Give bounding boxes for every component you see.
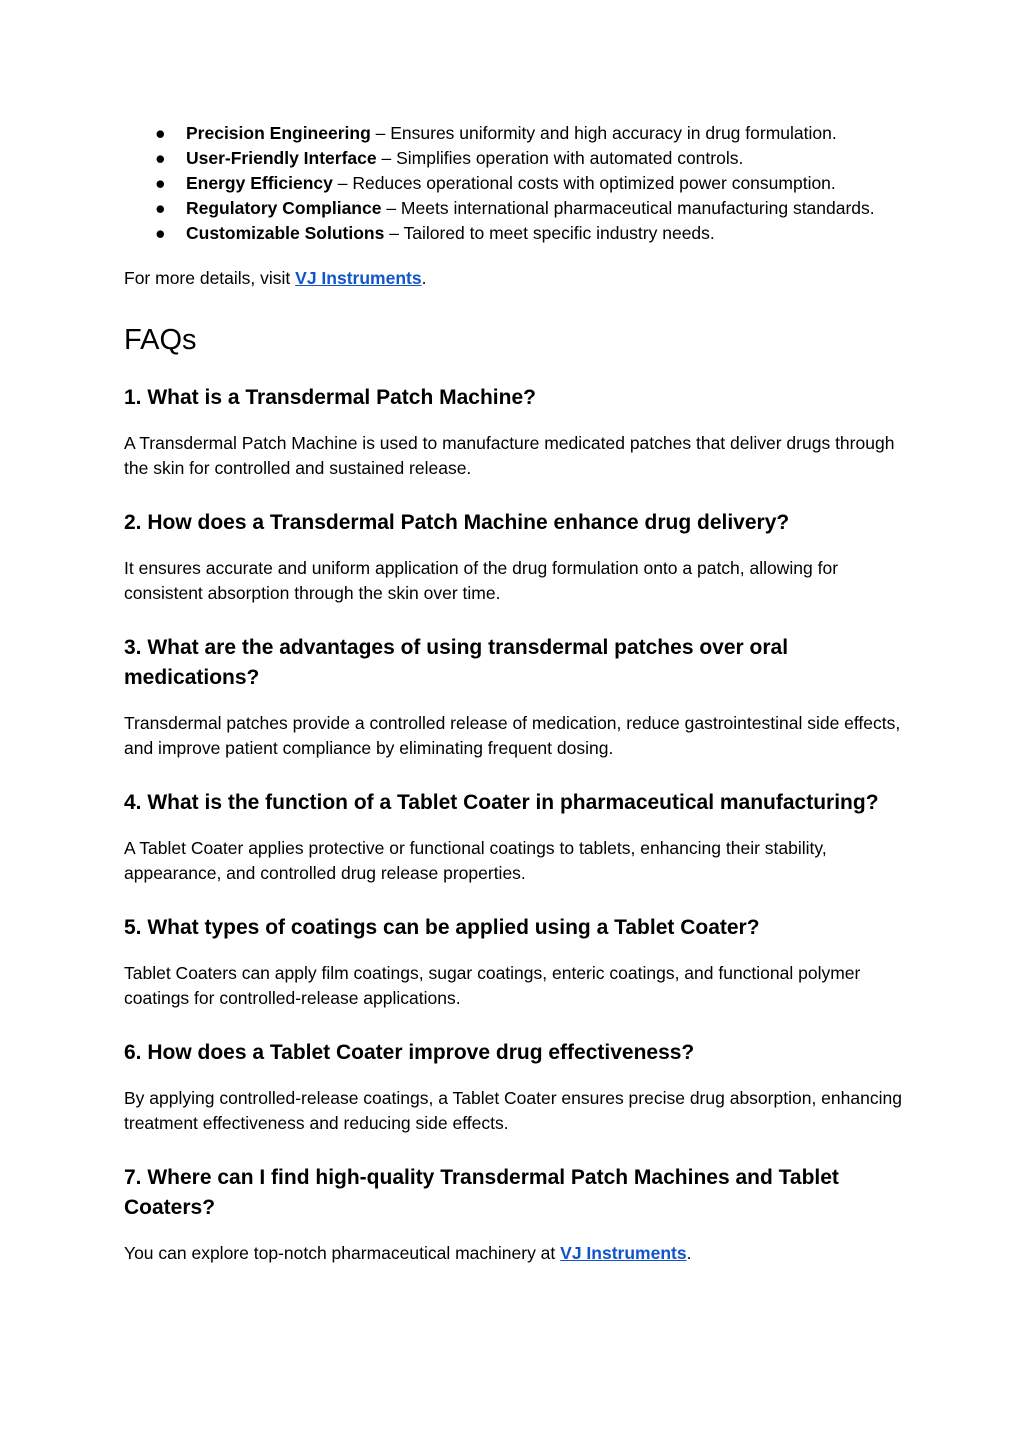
- faq-answer: Transdermal patches provide a controlled release of medication, reduce gastrointestinal side effects, and improve patient compliance by eliminating frequent dosing.: [124, 713, 901, 758]
- bullet-icon: ●: [155, 148, 166, 168]
- feature-item: [124, 196, 914, 221]
- faq-answer: [124, 1241, 914, 1266]
- feature-item: [124, 221, 914, 246]
- more-details-paragraph: [124, 266, 914, 291]
- feature-title: Energy Efficiency: [186, 173, 333, 193]
- document-content: [124, 121, 914, 1266]
- faqs-heading: FAQs: [124, 324, 197, 356]
- faq-answer: A Transdermal Patch Machine is used to manufacture medicated patches that deliver drugs through the skin for controlled and sustained release.: [124, 433, 895, 478]
- faq-item: [124, 508, 914, 606]
- bullet-icon: ●: [155, 223, 166, 243]
- feature-text: – Reduces operational costs with optimized power consumption.: [332, 173, 836, 193]
- faq-question: 5. What types of coatings can be applied using a Tablet Coater?: [124, 916, 760, 939]
- bullet-icon: ●: [155, 198, 166, 218]
- faq-question: 7. Where can I find high-quality Transdermal Patch Machines and Tablet Coaters?: [124, 1166, 839, 1219]
- feature-title: Customizable Solutions: [186, 223, 385, 243]
- more-details-prefix: For more details, visit: [124, 268, 296, 288]
- faq-item: [124, 913, 914, 1011]
- vj-instruments-link[interactable]: VJ Instruments: [560, 1243, 687, 1263]
- faq-answer-suffix: .: [686, 1243, 692, 1263]
- faq-item: [124, 788, 914, 886]
- feature-item: [124, 146, 914, 171]
- bullet-icon: ●: [155, 123, 166, 143]
- feature-title: User-Friendly Interface: [186, 148, 377, 168]
- feature-text: – Ensures uniformity and high accuracy in drug formulation.: [370, 123, 837, 143]
- faq-item: [124, 1038, 914, 1136]
- faq-answer: It ensures accurate and uniform application of the drug formulation onto a patch, allowing for consistent absorption through the skin over time.: [124, 558, 839, 603]
- more-details-suffix: .: [421, 268, 427, 288]
- feature-item: [124, 121, 914, 146]
- feature-text: – Tailored to meet specific industry needs.: [384, 223, 715, 243]
- faq-answer-prefix: You can explore top-notch pharmaceutical machinery at: [124, 1243, 561, 1263]
- feature-text: – Simplifies operation with automated controls.: [376, 148, 744, 168]
- feature-item: [124, 171, 914, 196]
- vj-instruments-link[interactable]: VJ Instruments: [295, 268, 422, 288]
- feature-title: Regulatory Compliance: [186, 198, 382, 218]
- faq-answer: Tablet Coaters can apply film coatings, sugar coatings, enteric coatings, and functional polymer coatings for controlled-release applications.: [124, 963, 861, 1008]
- faq-question: 6. How does a Tablet Coater improve drug effectiveness?: [124, 1041, 695, 1064]
- faq-question: 1. What is a Transdermal Patch Machine?: [124, 386, 536, 409]
- feature-list: [124, 121, 914, 246]
- faq-item: [124, 383, 914, 481]
- faq-item: [124, 1163, 914, 1266]
- faq-question: 2. How does a Transdermal Patch Machine enhance drug delivery?: [124, 511, 790, 534]
- feature-text: – Meets international pharmaceutical manufacturing standards.: [381, 198, 875, 218]
- faq-answer: A Tablet Coater applies protective or functional coatings to tablets, enhancing their stability, appearance, and controlled drug release properties.: [124, 838, 827, 883]
- faq-answer: By applying controlled-release coatings, a Tablet Coater ensures precise drug absorption, enhancing treatment effectiveness and reducing side effects.: [124, 1088, 902, 1133]
- feature-title: Precision Engineering: [186, 123, 371, 143]
- bullet-icon: ●: [155, 173, 166, 193]
- faq-question: 3. What are the advantages of using transdermal patches over oral medications?: [124, 636, 789, 689]
- faq-item: [124, 633, 914, 761]
- faq-question: 4. What is the function of a Tablet Coater in pharmaceutical manufacturing?: [124, 791, 879, 814]
